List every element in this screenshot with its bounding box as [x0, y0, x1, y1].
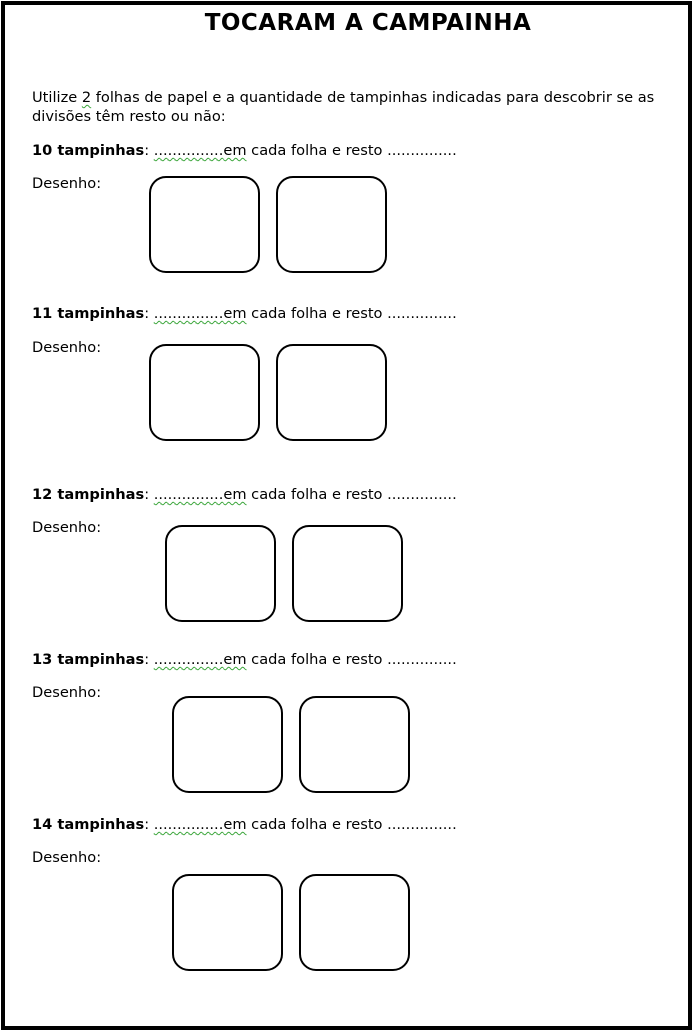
instructions-part-1: Utilize: [32, 89, 82, 106]
caps-count: 12 tampinhas: [32, 486, 145, 503]
answer-blank[interactable]: ...............: [153, 816, 224, 833]
exercise-question: 10 tampinhas: ...............em cada folha e resto ...............: [32, 142, 457, 159]
drawing-label: Desenho:: [32, 339, 102, 356]
drawing-box-sheet-1[interactable]: [172, 874, 283, 971]
drawing-box-sheet-1[interactable]: [172, 696, 283, 793]
exercise-question: 12 tampinhas: ...............em cada folha e resto ...............: [32, 486, 457, 503]
remainder-text: cada folha e resto ...............: [246, 305, 457, 322]
instructions-number: 2: [81, 89, 92, 106]
drawing-box-sheet-1[interactable]: [165, 525, 276, 622]
exercise-question: 11 tampinhas: ...............em cada folha e resto ...............: [32, 305, 457, 322]
answer-blank[interactable]: ...............: [153, 142, 224, 159]
remainder-text: cada folha e resto ...............: [246, 816, 457, 833]
answer-blank[interactable]: ...............: [153, 486, 224, 503]
caps-count: 13 tampinhas: [32, 651, 145, 668]
remainder-text: cada folha e resto ...............: [246, 486, 457, 503]
exercise-question: 14 tampinhas: ...............em cada folha e resto ...............: [32, 816, 457, 833]
drawing-box-sheet-1[interactable]: [149, 344, 260, 441]
remainder-text: cada folha e resto ...............: [246, 142, 457, 159]
instructions-text: [32, 88, 667, 126]
page-title: TOCARAM A CAMPAINHA: [204, 10, 532, 36]
answer-blank[interactable]: ...............: [153, 651, 224, 668]
drawing-label: Desenho:: [32, 684, 102, 701]
caps-count: 11 tampinhas: [32, 305, 145, 322]
drawing-box-sheet-2[interactable]: [292, 525, 403, 622]
answer-blank[interactable]: ...............: [153, 305, 224, 322]
remainder-text: cada folha e resto ...............: [246, 651, 457, 668]
drawing-label: Desenho:: [32, 519, 102, 536]
drawing-box-sheet-1[interactable]: [149, 176, 260, 273]
exercise-question: 13 tampinhas: ...............em cada folha e resto ...............: [32, 651, 457, 668]
caps-count: 10 tampinhas: [32, 142, 145, 159]
caps-count: 14 tampinhas: [32, 816, 145, 833]
drawing-label: Desenho:: [32, 849, 102, 866]
drawing-box-sheet-2[interactable]: [276, 344, 387, 441]
drawing-box-sheet-2[interactable]: [299, 874, 410, 971]
instructions-part-2: folhas de papel e a quantidade de tampinhas indicadas para descobrir se as divisões têm resto ou não:: [32, 89, 655, 125]
drawing-box-sheet-2[interactable]: [276, 176, 387, 273]
drawing-label: Desenho:: [32, 175, 102, 192]
drawing-box-sheet-2[interactable]: [299, 696, 410, 793]
